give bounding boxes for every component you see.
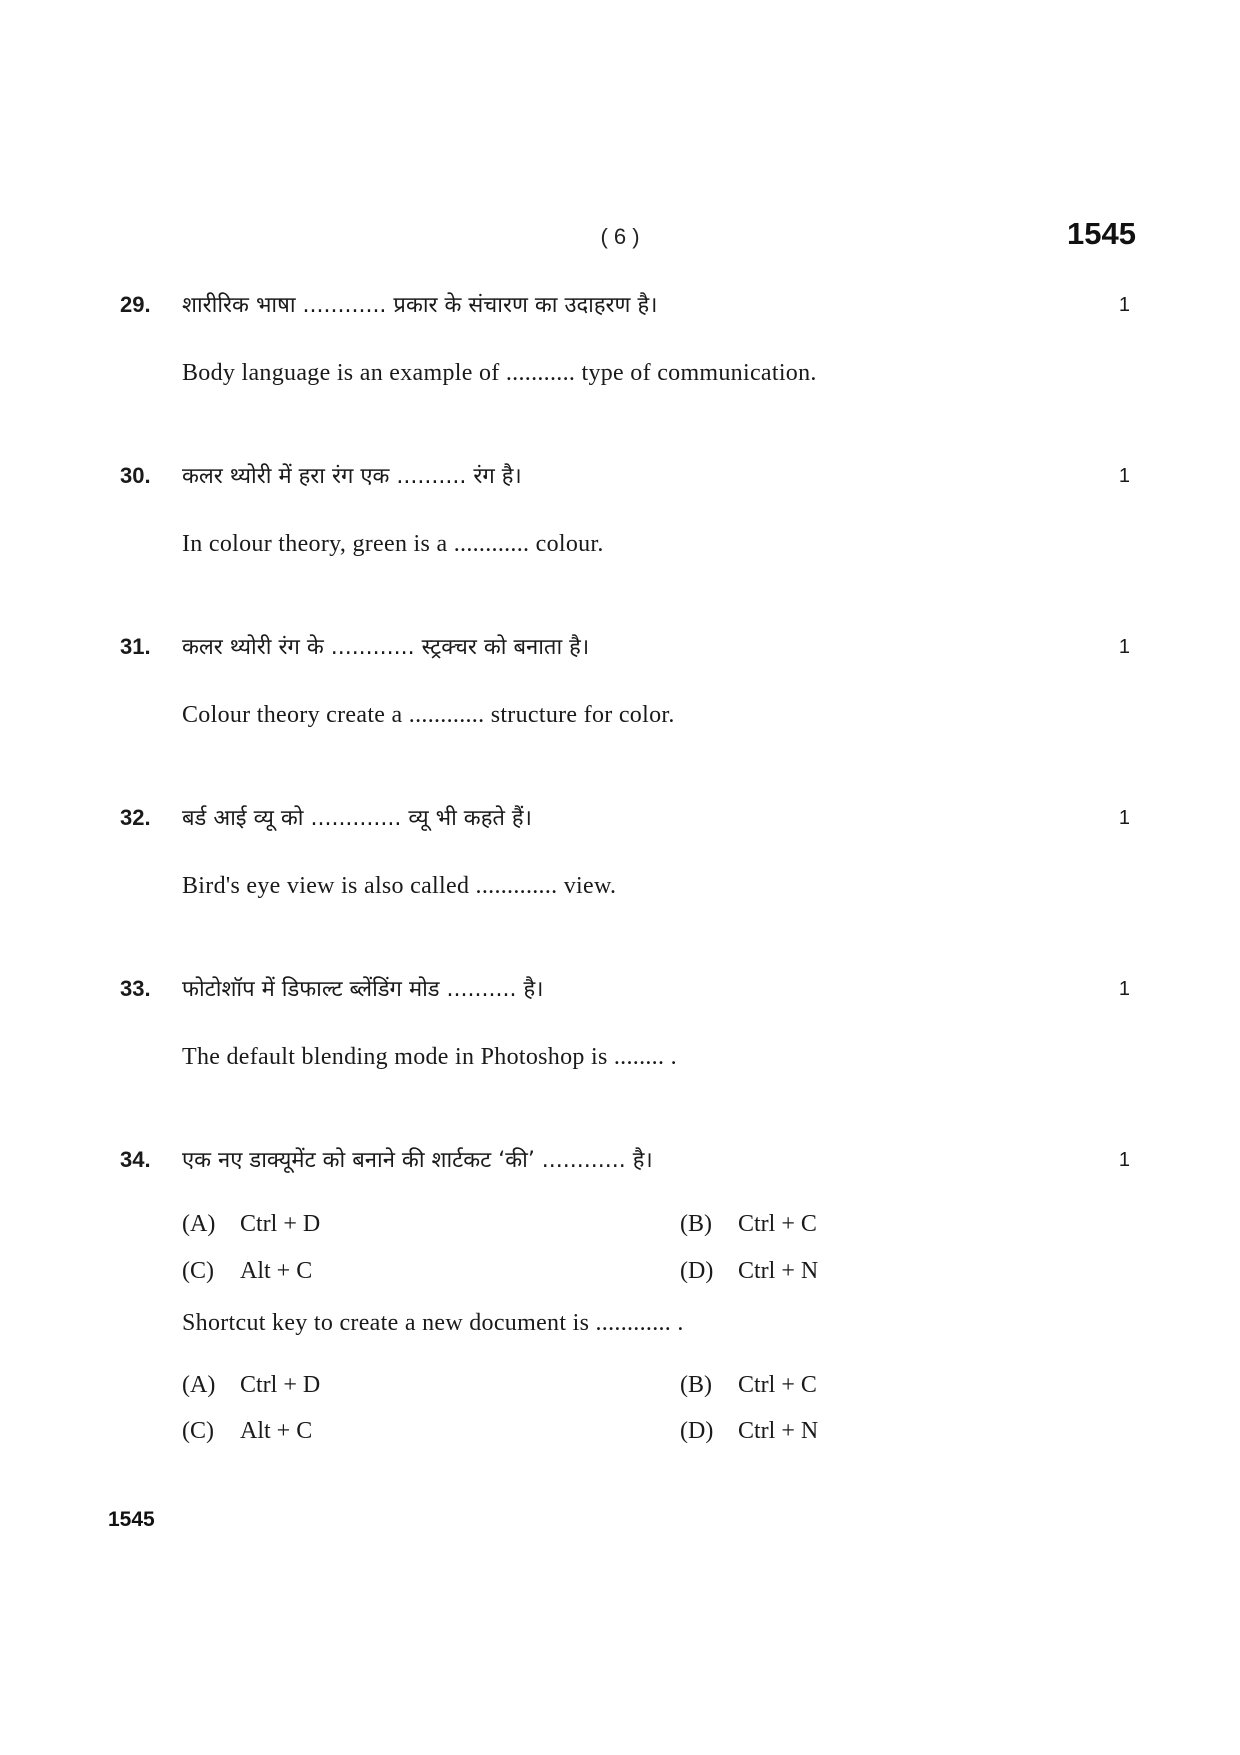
- question-marks: 1: [1118, 978, 1130, 1000]
- question-marks: 1: [1118, 465, 1130, 487]
- option-a-english: [182, 1372, 320, 1399]
- question-number: 33.: [120, 976, 151, 1001]
- question-marks: 1: [1118, 1149, 1130, 1171]
- option-a-hindi: [182, 1211, 320, 1238]
- option-letter: (B): [680, 1211, 712, 1237]
- question-text-hindi: एक नए डाक्यूमेंट को बनाने की शार्टकट ‘की’ ............ है।: [182, 1148, 653, 1173]
- question-31: [0, 634, 1240, 754]
- option-text: Ctrl + C: [738, 1372, 817, 1398]
- option-c-hindi: [182, 1258, 312, 1285]
- question-33: [0, 976, 1240, 1096]
- question-number: 29.: [120, 292, 151, 317]
- option-b-hindi: [680, 1211, 817, 1238]
- option-letter: (A): [182, 1372, 216, 1398]
- question-text-hindi: शारीरिक भाषा ............ प्रकार के संचारण का उदाहरण है।: [182, 293, 658, 318]
- question-text-hindi: कलर थ्योरी रंग के ............ स्ट्रक्चर को बनाता है।: [182, 635, 590, 660]
- question-29: [0, 292, 1240, 412]
- option-d-hindi: [680, 1258, 818, 1285]
- question-number: 34.: [120, 1147, 151, 1172]
- option-text: Ctrl + N: [738, 1418, 819, 1444]
- option-letter: (C): [182, 1418, 214, 1444]
- page-number: ( 6 ): [600, 224, 640, 249]
- paper-code-footer: 1545: [108, 1508, 155, 1531]
- option-text: Ctrl + D: [240, 1211, 321, 1237]
- option-b-english: [680, 1372, 817, 1399]
- question-text-english: Bird's eye view is also called ............. view.: [182, 873, 617, 899]
- question-text-english: Colour theory create a ............ structure for color.: [182, 702, 675, 728]
- question-marks: 1: [1118, 807, 1130, 829]
- option-letter: (B): [680, 1372, 712, 1398]
- question-marks: 1: [1118, 636, 1130, 658]
- paper-code-header: 1545: [1067, 216, 1136, 251]
- question-marks: 1: [1118, 294, 1130, 316]
- option-letter: (C): [182, 1258, 214, 1284]
- question-text-english: Shortcut key to create a new document is ............ .: [182, 1310, 684, 1336]
- question-number: 31.: [120, 634, 151, 659]
- question-text-hindi: फोटोशॉप में डिफाल्ट ब्लेंडिंग मोड .......... है।: [182, 977, 544, 1002]
- option-text: Ctrl + N: [738, 1258, 819, 1284]
- question-30: [0, 463, 1240, 583]
- question-number: 30.: [120, 463, 151, 488]
- question-text-english: In colour theory, green is a ............ colour.: [182, 531, 604, 557]
- option-c-english: [182, 1418, 312, 1445]
- option-text: Ctrl + C: [738, 1211, 817, 1237]
- option-text: Alt + C: [240, 1258, 313, 1284]
- option-letter: (D): [680, 1418, 714, 1444]
- option-text: Alt + C: [240, 1418, 313, 1444]
- question-number: 32.: [120, 805, 151, 830]
- question-text-english: Body language is an example of ........... type of communication.: [182, 360, 817, 386]
- question-text-hindi: बर्ड आई व्यू को ............. व्यू भी कहते हैं।: [182, 806, 532, 831]
- option-letter: (A): [182, 1211, 216, 1237]
- question-32: [0, 805, 1240, 925]
- option-d-english: [680, 1418, 818, 1445]
- option-letter: (D): [680, 1258, 714, 1284]
- question-text-english: The default blending mode in Photoshop is ........ .: [182, 1044, 677, 1070]
- question-text-hindi: कलर थ्योरी में हरा रंग एक .......... रंग है।: [182, 464, 522, 489]
- question-34: [0, 1147, 1240, 1467]
- option-text: Ctrl + D: [240, 1372, 321, 1398]
